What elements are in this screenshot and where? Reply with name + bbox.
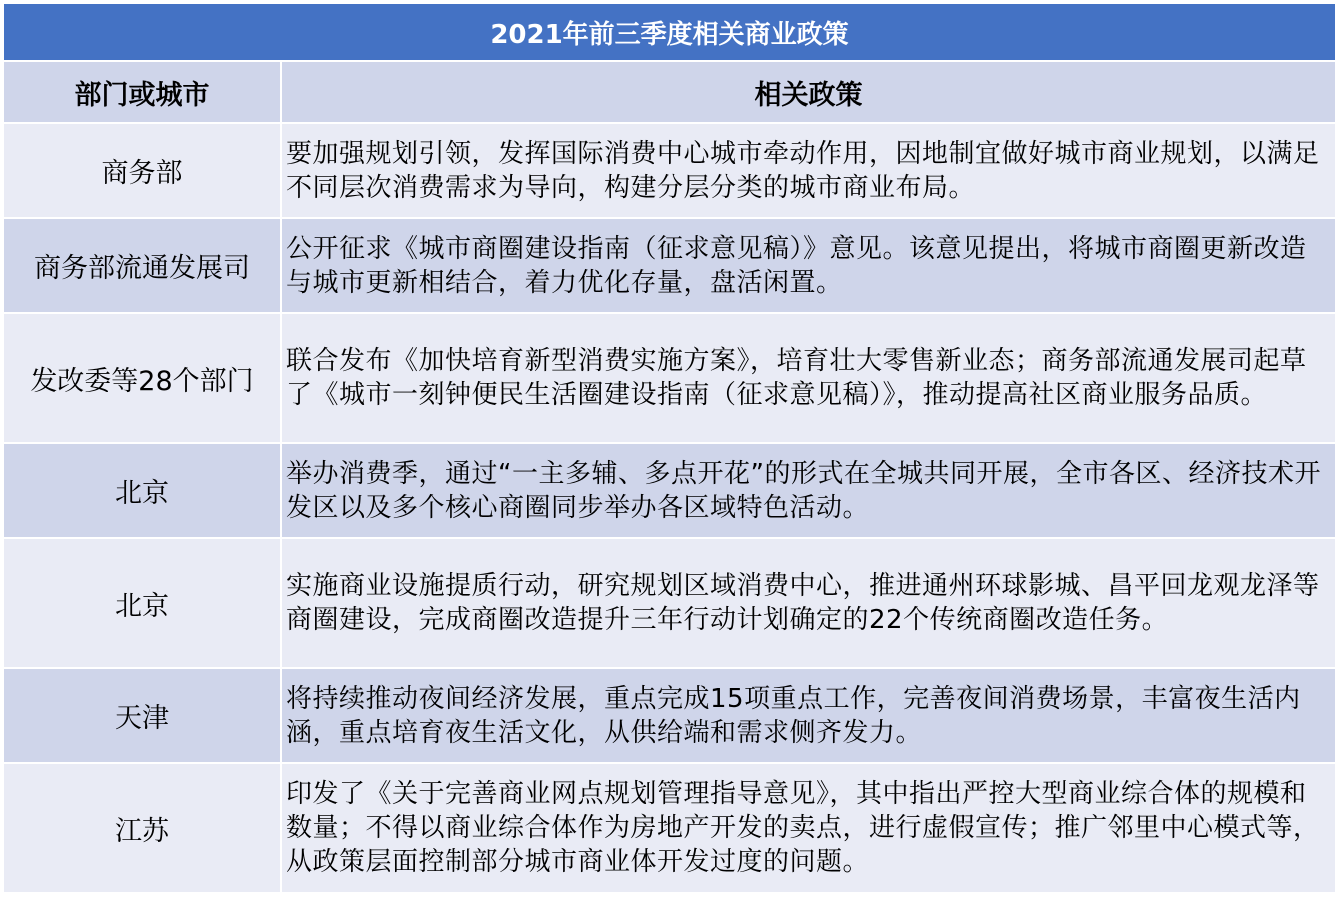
header-dept: 部门或城市	[3, 61, 281, 123]
policy-table	[2, 2, 1337, 894]
header-policy: 相关政策	[281, 61, 1336, 123]
table-title: 2021年前三季度相关商业政策	[3, 3, 1336, 61]
dept-cell: 天津	[3, 668, 281, 763]
dept-cell: 北京	[3, 443, 281, 538]
policy-cell: 要加强规划引领，发挥国际消费中心城市牵动作用，因地制宜做好城市商业规划，以满足不同层次消费需求为导向，构建分层分类的城市商业布局。	[281, 123, 1336, 218]
table-row	[3, 668, 1336, 763]
policy-cell: 实施商业设施提质行动，研究规划区域消费中心，推进通州环球影城、昌平回龙观龙泽等商圈建设，完成商圈改造提升三年行动计划确定的22个传统商圈改造任务。	[281, 538, 1336, 668]
header-row	[3, 61, 1336, 123]
policy-cell: 将持续推动夜间经济发展，重点完成15项重点工作，完善夜间消费场景，丰富夜生活内涵，重点培育夜生活文化，从供给端和需求侧齐发力。	[281, 668, 1336, 763]
dept-cell: 北京	[3, 538, 281, 668]
table-row	[3, 763, 1336, 893]
table-row	[3, 538, 1336, 668]
policy-cell: 联合发布《加快培育新型消费实施方案》，培育壮大零售新业态；商务部流通发展司起草了《城市一刻钟便民生活圈建设指南（征求意见稿）》，推动提高社区商业服务品质。	[281, 313, 1336, 443]
table-row	[3, 313, 1336, 443]
policy-cell: 公开征求《城市商圈建设指南（征求意见稿）》意见。该意见提出，将城市商圈更新改造与城市更新相结合，着力优化存量，盘活闲置。	[281, 218, 1336, 313]
policy-cell: 举办消费季，通过“一主多辅、多点开花”的形式在全城共同开展，全市各区、经济技术开发区以及多个核心商圈同步举办各区域特色活动。	[281, 443, 1336, 538]
dept-cell: 商务部流通发展司	[3, 218, 281, 313]
dept-cell: 商务部	[3, 123, 281, 218]
title-row	[3, 3, 1336, 61]
table-row	[3, 123, 1336, 218]
table-row	[3, 218, 1336, 313]
dept-cell: 江苏	[3, 763, 281, 893]
dept-cell: 发改委等28个部门	[3, 313, 281, 443]
table-row	[3, 443, 1336, 538]
policy-cell: 印发了《关于完善商业网点规划管理指导意见》，其中指出严控大型商业综合体的规模和数量；不得以商业综合体作为房地产开发的卖点，进行虚假宣传；推广邻里中心模式等，从政策层面控制部分城市商业体开发过度的问题。	[281, 763, 1336, 893]
